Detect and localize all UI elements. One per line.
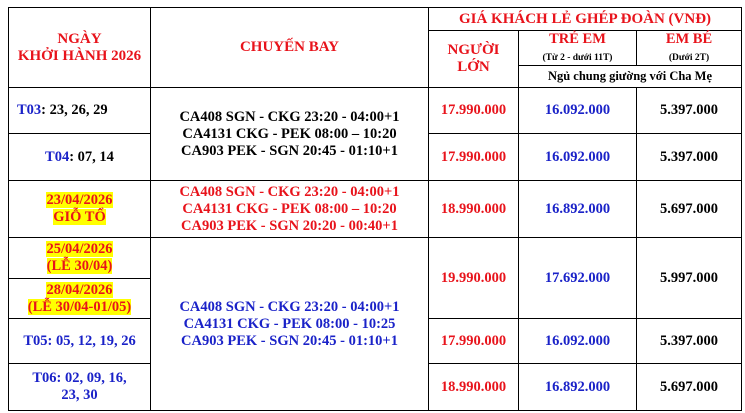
- header-child: TRẺ EM (Từ 2 - dưới 11T): [519, 31, 637, 66]
- infant-price: 5.397.000: [637, 88, 742, 134]
- adult-price: 17.990.000: [429, 319, 519, 364]
- header-departure: NGÀY KHỞI HÀNH 2026: [9, 8, 151, 88]
- infant-price: 5.397.000: [637, 134, 742, 181]
- header-infant: EM BÉ (Dưới 2T): [637, 31, 742, 66]
- date-cell: T03: 23, 26, 29: [9, 88, 151, 134]
- date-cell: 28/04/2026 (LỄ 30/04-01/05): [9, 279, 151, 319]
- adult-price: 18.990.000: [429, 364, 519, 411]
- infant-price: 5.997.000: [637, 238, 742, 319]
- header-note: Ngủ chung giường với Cha Mẹ: [519, 66, 742, 88]
- date-cell: 23/04/2026 GIỖ TỔ: [9, 181, 151, 238]
- date-cell: T05: 05, 12, 19, 26: [9, 319, 151, 364]
- child-price: 16.092.000: [519, 134, 637, 181]
- infant-price: 5.397.000: [637, 319, 742, 364]
- child-price: 17.692.000: [519, 238, 637, 319]
- infant-price: 5.697.000: [637, 181, 742, 238]
- adult-price: 17.990.000: [429, 88, 519, 134]
- adult-price: 17.990.000: [429, 134, 519, 181]
- date-cell: 25/04/2026 (LỄ 30/04): [9, 238, 151, 279]
- child-price: 16.892.000: [519, 181, 637, 238]
- adult-price: 18.990.000: [429, 181, 519, 238]
- child-price: 16.092.000: [519, 319, 637, 364]
- header-price-title: GIÁ KHÁCH LẺ GHÉP ĐOÀN (VNĐ): [429, 8, 742, 31]
- tour-price-table: [8, 7, 742, 411]
- header-flight: CHUYẾN BAY: [151, 8, 429, 88]
- flight-cell: CA408 SGN - CKG 23:20 - 04:00+1 CA4131 CKG - PEK 08:00 – 10:20 CA903 PEK - SGN 20:45 - 01:10+1: [151, 88, 429, 181]
- header-adult: NGƯỜI LỚN: [429, 31, 519, 88]
- date-cell: T06: 02, 09, 16, 23, 30: [9, 364, 151, 411]
- date-cell: T04: 07, 14: [9, 134, 151, 181]
- flight-cell: CA408 SGN - CKG 23:20 - 04:00+1 CA4131 CKG - PEK 08:00 - 10:25 CA903 PEK - SGN 20:45 - 01:10+1: [151, 238, 429, 411]
- child-price: 16.092.000: [519, 88, 637, 134]
- flight-cell: CA408 SGN - CKG 23:20 - 04:00+1 CA4131 CKG - PEK 08:00 – 10:20 CA903 PEK - SGN 20:20 - 00:40+1: [151, 181, 429, 238]
- child-price: 16.892.000: [519, 364, 637, 411]
- infant-price: 5.697.000: [637, 364, 742, 411]
- adult-price: 19.990.000: [429, 238, 519, 319]
